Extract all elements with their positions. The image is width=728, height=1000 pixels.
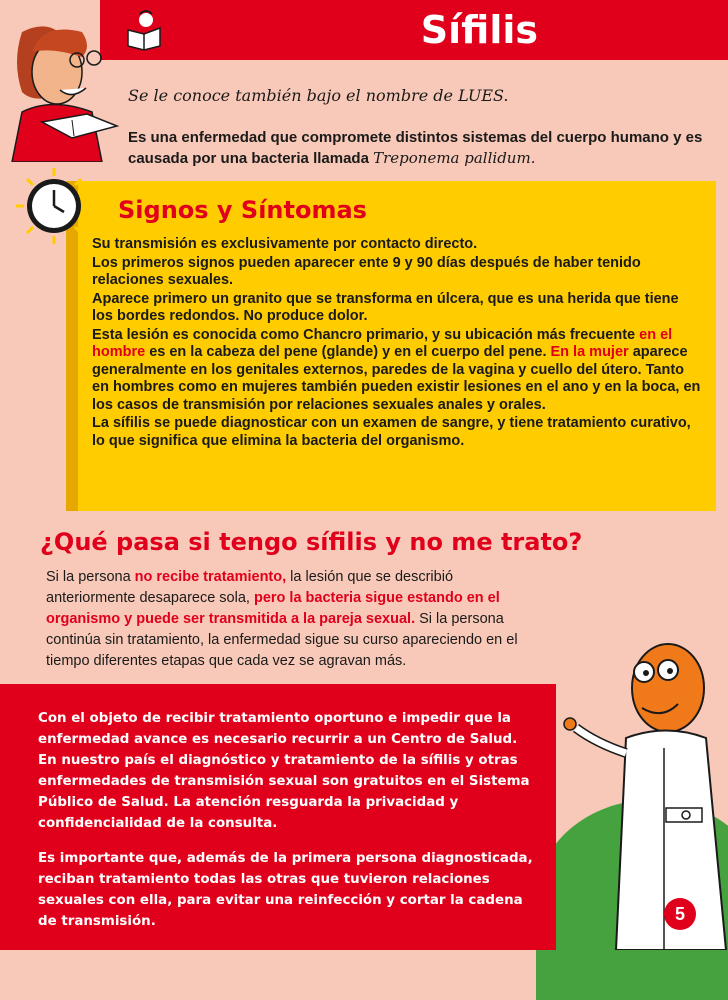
question-text: Si la persona continúa sin tratamiento, la enfermedad sigue su curso apareciendo en el tiempo diferentes etapas que cada vez se agravan más. (46, 611, 518, 669)
treatment-paragraph: Es importante que, además de la primera persona diagnosticada, reciban tratamiento todas las otras que tuvieron relaciones sexuales con ella, para evitar una reinfección y cortar la cadena de transmisión. (38, 851, 533, 929)
page-number: 5 (664, 898, 696, 930)
woman-reading-illustration (2, 12, 120, 162)
question-body (46, 567, 546, 672)
question-text: Si la persona (46, 569, 135, 585)
question-highlight: pero la bacteria sigue estando en el organismo y puede ser transmitida a la pareja sexual. (46, 590, 500, 627)
signs-paragraph (92, 327, 702, 415)
question-highlight: no recibe tratamiento, (134, 569, 287, 585)
signs-text: Esta lesión es conocida como Chancro primario, y su ubicación más frecuente (92, 326, 640, 343)
intro-main: Es una enfermedad que compromete distintos sistemas del cuerpo humano y es causada por una bacteria llamada (128, 129, 703, 167)
signs-paragraph: Los primeros signos pueden aparecer ente 9 y 90 días después de haber tenido relaciones sexuales. (92, 254, 641, 288)
treatment-text (38, 708, 538, 946)
doctor-illustration (556, 628, 728, 950)
header-band (100, 0, 728, 60)
signs-text: es en la cabeza del pene (glande) y en el cuerpo del pene. (145, 344, 551, 360)
signs-paragraph: Su transmisión es exclusivamente por contacto directo. (92, 236, 478, 252)
signs-paragraph: La sífilis se puede diagnosticar con un examen de sangre, y tiene tratamiento curativo, lo que significa que elimina la bacteria del organismo. (92, 415, 691, 449)
question-title: ¿Qué pasa si tengo sífilis y no me trato? (40, 528, 583, 556)
signs-body (92, 236, 702, 451)
intro-text (128, 128, 713, 169)
signs-paragraph: Aparece primero un granito que se transforma en úlcera, que es una herida que tiene los bordes redondos. No produce dolor. (92, 290, 679, 324)
treatment-paragraph: Con el objeto de recibir tratamiento oportuno e impedir que la enfermedad avance es necesario recurrir a un Centro de Salud. En nuestro país el diagnóstico y tratamiento de la sífilis y otras enfermedades de transmisión sexual son gratuitos en el Sistema Público de Salud. La atención resguarda la privacidad y confidencialidad de la consulta. (38, 711, 530, 831)
page-title: Sífilis (420, 8, 538, 52)
signs-text: aparece generalmente en los genitales externos, paredes de la vagina y cuello del útero. Tanto en hombres como en mujeres también pueden existir lesiones en el ano y en la boca, en los casos de transmisión por relaciones sexuales anales y orales. (92, 344, 701, 413)
signs-highlight-man: en el hombre (92, 326, 673, 360)
clock-icon (16, 168, 92, 244)
question-text: la lesión que se describió anteriormente desaparece sola, (46, 569, 454, 606)
reader-icon (120, 8, 166, 54)
signs-highlight-woman: En la mujer (550, 344, 629, 360)
intro-scientific-name: Treponema pallidum. (373, 149, 536, 167)
lues-note: Se le conoce también bajo el nombre de LUES. (128, 86, 509, 105)
signs-title: Signos y Síntomas (118, 196, 367, 224)
